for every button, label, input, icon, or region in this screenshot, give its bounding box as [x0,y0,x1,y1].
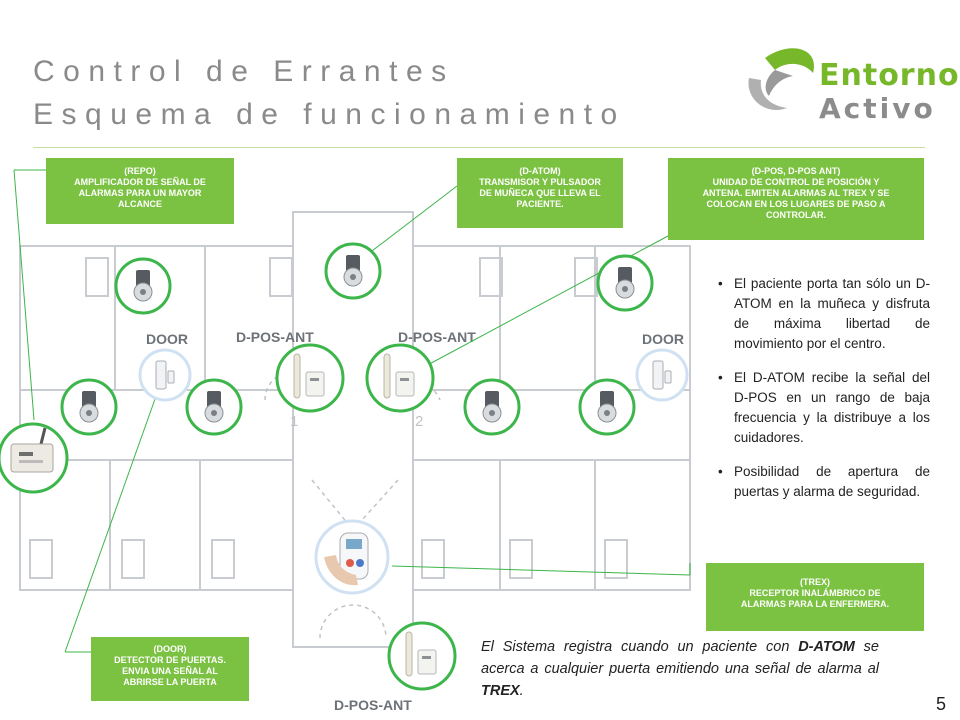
callout-repo-line: ALCANCE [118,199,162,209]
callout-door-line: ABRIRSE LA PUERTA [123,677,217,687]
callout-trex-line: (TREX) [800,577,830,587]
summary-paragraph [481,636,879,702]
callout-repo-line: (REPO) [124,166,156,176]
datom-watch-icon [598,256,652,310]
door-label-left: DOOR [146,331,188,347]
repo-leader-line [14,170,34,420]
callout-trex [706,563,924,631]
callout-dpos-line: CONTROLAR. [766,210,826,220]
callout-door-line: ENVIA UNA SEÑAL AL [122,666,218,676]
callout-door-line: (DOOR) [153,644,187,654]
callout-dpos [668,158,924,240]
dpos-ant-label-right: D-POS-ANT [398,329,476,345]
datom-watch-icon [187,380,241,434]
bed-icon [86,258,108,296]
logo-word-activo: Activo [819,92,936,125]
callout-datom-line: PACIENTE. [516,199,564,209]
bullet-dot-icon: • [718,370,723,385]
dpos-ant-label-bottom: D-POS-ANT [334,697,412,713]
gate-2-label: 2 [415,413,424,430]
summary-term-trex: TREX [481,683,520,699]
feature-bullet-list [718,274,930,516]
datom-watch-icon [326,244,380,298]
summary-term-datom: D-ATOM [798,639,855,655]
bullet-item [718,462,930,502]
bed-icon [270,258,292,296]
title-divider [33,147,925,148]
summary-text: El Sistema registra cuando un paciente con [481,639,799,655]
bed-icon [212,540,234,578]
bullet-text: El paciente porta tan sólo un D-ATOM en la muñeca y disfruta de máxima libertad de movimiento por el centro. [734,276,930,351]
door-sensor-icon [140,350,190,400]
door-label-right: DOOR [642,331,684,347]
summary-text: . [519,683,524,699]
slide-title-line2: Esquema de funcionamiento [33,98,626,131]
bed-icon [575,258,597,296]
bullet-dot-icon: • [718,276,723,291]
logo-leaf-icon [735,38,825,128]
dpos-antenna-icon [367,345,433,411]
floor-plan [0,150,700,720]
bed-icon [122,540,144,578]
gate-1-label: 1 [290,413,299,430]
callout-trex-line: RECEPTOR INALÁMBRICO DE [749,588,881,598]
dpos-ant-label-left: D-POS-ANT [236,329,314,345]
logo-word-entorno: Entorno [819,58,960,93]
bullet-item [718,368,930,448]
datom-watch-icon [62,380,116,434]
trex-leader-line [392,566,690,575]
datom-watch-icon [580,380,634,434]
bullet-dot-icon: • [718,464,723,479]
slide-title-line1: Control de Errantes [33,55,455,88]
trex-receiver-icon [316,521,388,593]
entorno-activo-logo [735,38,960,128]
callout-door-line: DETECTOR DE PUERTAS. [114,655,226,665]
callout-datom-line: (D-ATOM) [519,166,561,176]
door-sensor-icon [637,350,687,400]
callout-datom [457,158,623,228]
bullet-text: Posibilidad de apertura de puertas y alarma de seguridad. [734,464,930,499]
callout-datom-line: DE MUÑECA QUE LLEVA EL [479,188,601,198]
callout-dpos-line: ANTENA. EMITEN ALARMAS AL TREX Y SE [702,188,890,198]
dpos-antenna-icon [389,623,455,689]
callout-dpos-line: UNIDAD DE CONTROL DE POSICIÓN Y [712,177,880,187]
bullet-item [718,274,930,354]
callout-dpos-line: (D-POS, D-POS ANT) [751,166,841,176]
callout-trex-line: ALARMAS PARA LA ENFERMERA. [740,599,890,609]
datom-watch-icon [465,380,519,434]
bed-icon [422,540,444,578]
bed-icon [30,540,52,578]
callout-dpos-line: COLOCAN EN LOS LUGARES DE PASO A [706,199,886,209]
page-number: 5 [936,694,947,714]
summary-text: se acerca a cualquier puerta emitiendo una señal de alarma al [481,639,879,677]
bed-icon [510,540,532,578]
repo-amplifier-icon [0,424,67,492]
datom-watch-icon [116,259,170,313]
bullet-text: El D-ATOM recibe la señal del D-POS en un rango de baja frecuencia y la distribuye a los cuidadores. [734,370,930,445]
dpos-antenna-icon [277,345,343,411]
bed-icon [480,258,502,296]
callout-repo [46,158,234,224]
callout-repo-line: ALARMAS PARA UN MAYOR [78,188,202,198]
callout-door [91,637,249,701]
callout-repo-line: AMPLIFICADOR DE SEÑAL DE [74,177,206,187]
callout-datom-line: TRANSMISOR Y PULSADOR [479,177,601,187]
